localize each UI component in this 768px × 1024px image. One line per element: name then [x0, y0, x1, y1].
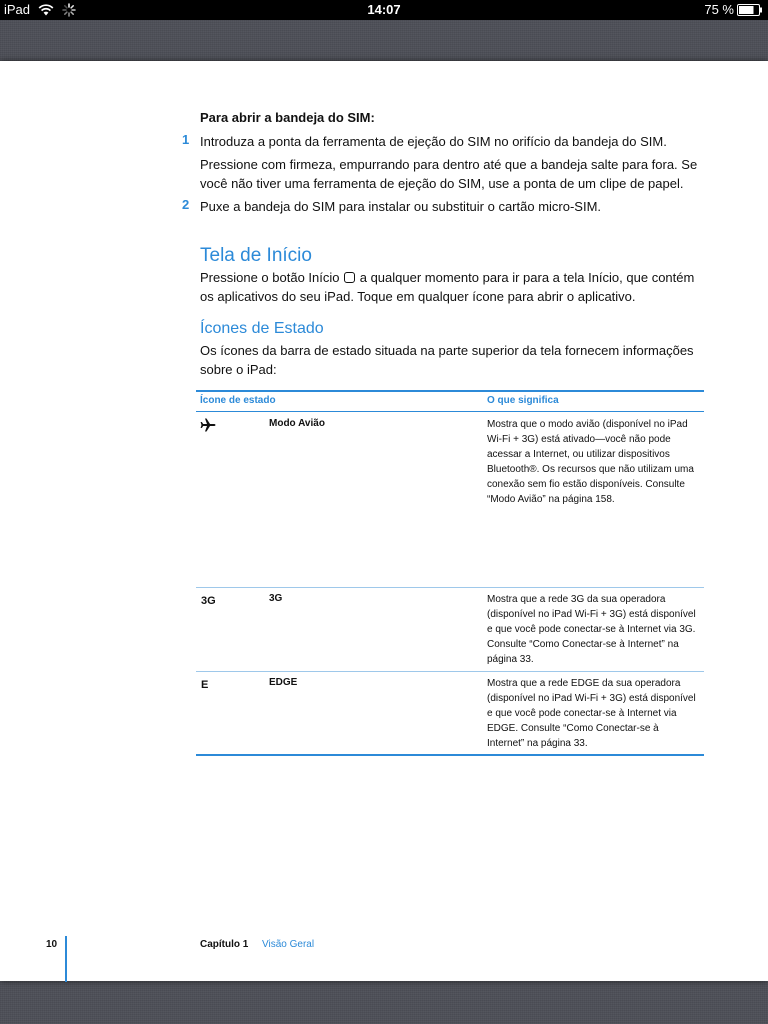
- step-detail: Pressione com firmeza, empurrando para dentro até que a bandeja salte para fora. Se você não tiver uma ferramenta de ejeção do SIM, use a ponta de um clipe de papel.: [200, 157, 698, 191]
- device-name: iPad: [4, 2, 31, 17]
- footer-rule: [65, 936, 67, 982]
- home-body-text: Pressione o botão Início: [200, 270, 340, 285]
- page-number: 10: [46, 939, 58, 950]
- table-rule: [196, 754, 704, 756]
- step-text: Introduza a ponta da ferramenta de ejeção do SIM no orifício da bandeja do SIM.: [200, 134, 667, 149]
- status-icon-description: Mostra que a rede EDGE da sua operadora (disponível no iPad Wi-Fi + 3G) está disponível e que você pode conectar-se à Internet via EDGE. Consulte “Como Conectar-se à Internet” na página 33.: [487, 678, 696, 749]
- status-bar: [0, 0, 768, 20]
- status-icon-description: Mostra que a rede 3G da sua operadora (disponível no iPad Wi-Fi + 3G) está disponível e que você pode conectar-se à Internet via 3G. Consulte “Como Conectar-se à Internet” na página 33.: [487, 594, 696, 665]
- edge-icon: E: [201, 679, 209, 691]
- status-icon-name: EDGE: [269, 677, 298, 688]
- step-text: Puxe a bandeja do SIM para instalar ou substituir o cartão micro-SIM.: [200, 199, 602, 214]
- step-number: 2: [182, 197, 190, 212]
- home-body-text: a qualquer momento para ir para a tela Início, que contém os aplicativos do seu iPad. Toque em qualquer ícone para abrir o aplicativo.: [200, 270, 695, 304]
- chapter-label: Capítulo 1: [200, 939, 249, 950]
- battery-icon: [737, 4, 763, 16]
- status-icon-description: Mostra que o modo avião (disponível no iPad Wi-Fi + 3G) está ativado—você não pode acessar a Internet, ou utilizar dispositivos Bluetooth®. Os recursos que não utilizam uma conexão sem fio estão disponíveis. Consulte “Modo Avião” na página 158.: [487, 419, 694, 505]
- sim-tray-heading: Para abrir a bandeja do SIM:: [200, 110, 375, 125]
- home-button-icon: [344, 272, 355, 283]
- home-screen-title: Tela de Início: [200, 245, 312, 266]
- document-page: [0, 61, 768, 981]
- home-screen-body: [200, 268, 705, 306]
- column-header-icon: Ícone de estado: [200, 395, 276, 406]
- column-header-meaning: O que significa: [487, 395, 559, 406]
- 3g-icon: 3G: [201, 595, 216, 607]
- battery-percentage: 75 %: [704, 2, 734, 17]
- chapter-name: Visão Geral: [262, 939, 315, 950]
- step-number: 1: [182, 132, 190, 147]
- table-row: [196, 588, 704, 672]
- table-rule: [196, 390, 704, 392]
- clock: 14:07: [367, 2, 401, 17]
- airplane-icon: [200, 418, 216, 432]
- status-icon-name: Modo Avião: [269, 418, 325, 429]
- status-icon-name: 3G: [269, 593, 283, 604]
- status-icons-body: Os ícones da barra de estado situada na parte superior da tela fornecem informações sobre o iPad:: [200, 343, 694, 377]
- status-icons-title: Ícones de Estado: [200, 320, 324, 337]
- table-row: [196, 672, 704, 755]
- table-row: [196, 412, 704, 526]
